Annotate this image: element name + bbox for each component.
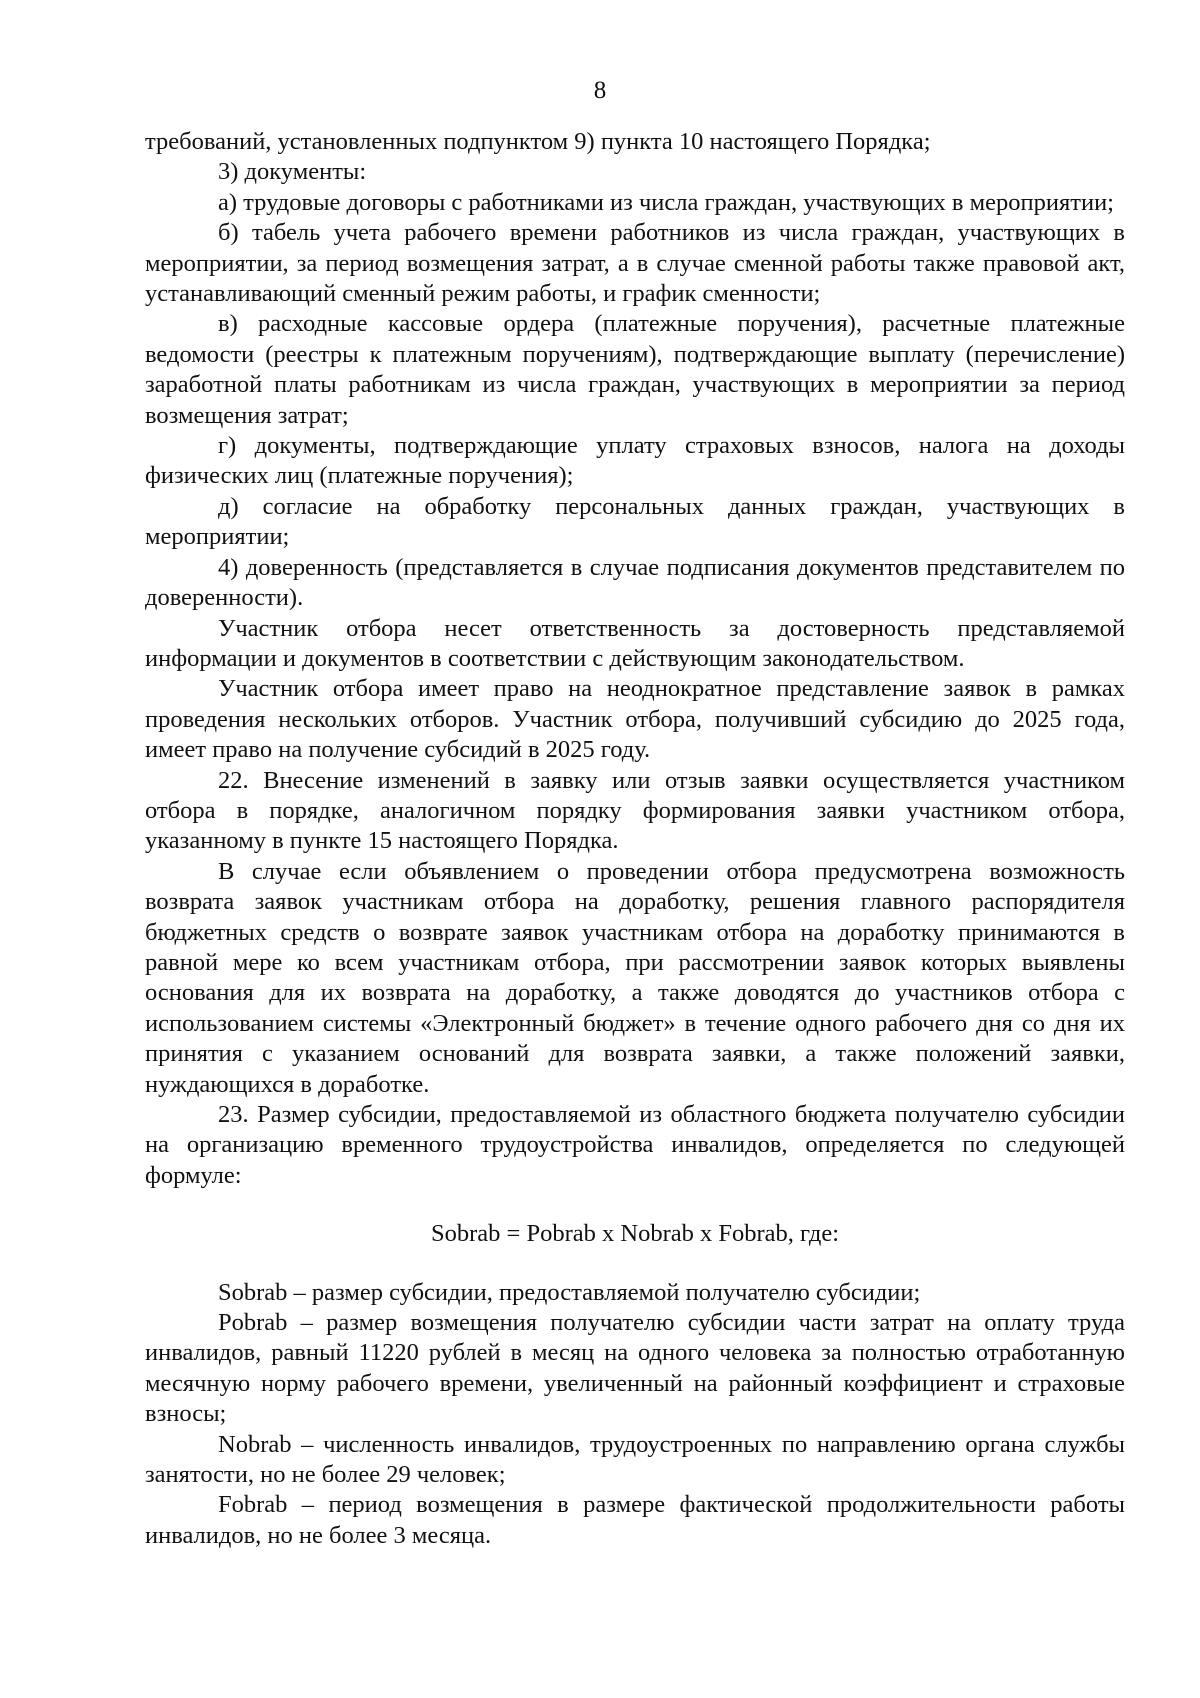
paragraph-item-a: а) трудовые договоры с работниками из числа граждан, участвующих в мероприятии; <box>218 188 1114 216</box>
paragraph-repeat-applications: Участник отбора имеет право на неоднократное представление заявок в рамках проведения нескольких отборов. Участник отбора, получивший субсидию до 2025 года, имеет право на получение субсидий в 2025 году. <box>145 675 1125 764</box>
paragraph-clause-23: 23. Размер субсидии, предоставляемой из областного бюджета получателю субсидии на организацию временного трудоустройства инвалидов, определяется по следующей формуле: <box>145 1101 1125 1189</box>
definition-sobrab: Sobrab – размер субсидии, предоставляемой получателю субсидии; <box>218 1278 921 1306</box>
definition-fobrab: Fobrab – период возмещения в размере фактической продолжительности работы инвалидов, но не более 3 месяца. <box>145 1491 1125 1549</box>
paragraph-item-4: 4) доверенность (представляется в случае подписания документов представителем по доверенности). <box>145 553 1125 612</box>
document-body <box>145 127 1125 1551</box>
paragraph-item-3: 3) документы: <box>218 158 367 186</box>
paragraph-item-g: г) документы, подтверждающие уплату страховых взносов, налога на доходы физических лиц (платежные поручения); <box>145 432 1125 490</box>
paragraph-continuation: требований, установленных подпунктом 9) пункта 10 настоящего Порядка; <box>145 128 931 155</box>
paragraph-return-for-revision: В случае если объявлением о проведении отбора предусмотрена возможность возврата заявок участникам отбора на доработку, решения главного распорядителя бюджетных средств о возврате заявок участникам отбора на доработку принимаются в равной мере ко всем участникам отбора, при рассмотрении заявок которых выявлены основания для их возврата на доработку, а также доводятся до участников отбора с использованием системы «Электронный бюджет» в течение одного рабочего дня со дня их принятия с указанием оснований для возврата заявки, а также положений заявки, нуждающихся в доработке. <box>145 857 1125 1098</box>
paragraph-item-b: б) табель учета рабочего времени работников из числа граждан, участвующих в мероприятии, за период возмещения затрат, а в случае сменной работы также правовой акт, устанавливающий сменный режим работы, и график сменности; <box>145 219 1125 308</box>
paragraph-item-v: в) расходные кассовые ордера (платежные поручения), расчетные платежные ведомости (реестры к платежным поручениям), подтверждающие выплату (перечисление) заработной платы работникам из числа граждан, участвующих в мероприятии за период возмещения затрат; <box>145 310 1125 429</box>
definition-nobrab: Nobrab – численность инвалидов, трудоустроенных по направлению органа службы занятости, но не более 29 человек; <box>145 1430 1125 1489</box>
paragraph-responsibility: Участник отбора несет ответственность за достоверность представляемой информации и документов в соответствии с действующим законодательством. <box>145 614 1125 672</box>
subsidy-formula: Sobrab = Pobrab x Nobrab x Fobrab, где: <box>431 1220 839 1248</box>
paragraph-clause-22: 22. Внесение изменений в заявку или отзыв заявки осуществляется участником отбора в порядке, аналогичном порядку формирования заявки участником отбора, указанному в пункте 15 настоящего Порядка. <box>145 766 1125 855</box>
definition-pobrab: Pobrab – размер возмещения получателю субсидии части затрат на оплату труда инвалидов, равный 11220 рублей в месяц на одного человека за полностью отработанную месячную норму рабочего времени, увеличенный на районный коэффициент и страховые взносы; <box>145 1309 1125 1428</box>
paragraph-item-d: д) согласие на обработку персональных данных граждан, участвующих в мероприятии; <box>145 492 1125 551</box>
page-number: 8 <box>593 77 607 104</box>
